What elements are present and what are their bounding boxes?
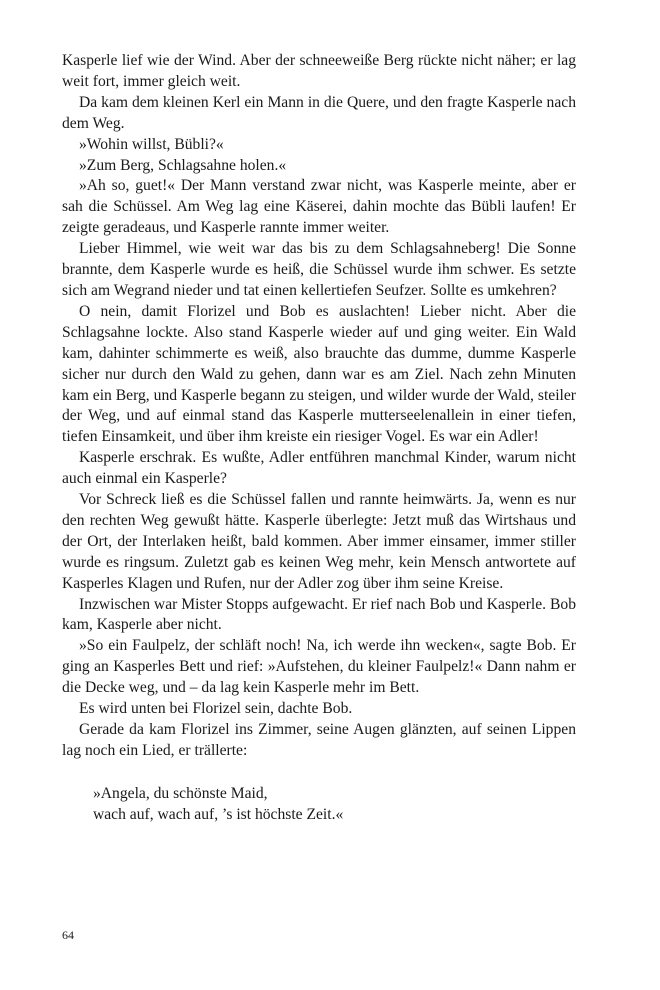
paragraph-1: Kasperle lief wie der Wind. Aber der schneeweiße Berg rückte nicht näher; er lag weit fort, immer gleich weit. [62, 52, 576, 90]
paragraph-2: Da kam dem kleinen Kerl ein Mann in die Quere, und den fragte Kasperle nach dem Weg. [62, 93, 576, 132]
page-number: 64 [62, 928, 74, 942]
poem-stanza [62, 783, 576, 825]
paragraph-13: Gerade da kam Florizel ins Zimmer, seine Augen glänzten, auf seinen Lippen lag noch ein Lied, er trällerte: [62, 721, 576, 759]
paragraph-7: O nein, damit Florizel und Bob es auslachten! Lieber nicht. Aber die Schlagsahne lockte. Also stand Kasperle wieder auf und ging weiter. Ein Wald kam, dahinter schimmerte es weiß, also brauchte das dumme, dumme Kasperle sicher nur durch den Wald zu gehen, dann war es am Ziel. Nach zehn Minuten kam ein Berg, und Kasperle begann zu steigen, und wilder wurde der Wald, steiler der Weg, und auf einmal stand das Kasperle mutterseelenallein in einer tiefen, tiefen Einsamkeit, und über ihm kreiste ein riesiger Vogel. Es war ein Adler! [62, 302, 576, 446]
poem-line-2: wach auf, wach auf, ’s ist höchste Zeit.« [93, 805, 344, 823]
paragraph-4: »Zum Berg, Schlagsahne holen.« [79, 156, 287, 174]
paragraph-9: Vor Schreck ließ es die Schüssel fallen und rannte heimwärts. Ja, wenn es nur den rechten Weg gewußt hätte. Kasperle überlegte: Jetzt muß das Wirtshaus und der Ort, der Interlaken heißt, bald kommen. Aber immer einsamer, immer stiller wurde es ringsum. Zuletzt gab es keinen Weg mehr, kein Mensch antwortete auf Kasperles Klagen und Rufen, nur der Adler zog über ihm seine Kreise. [62, 491, 576, 592]
paragraph-10: Inzwischen war Mister Stopps aufgewacht. Er rief nach Bob und Kasperle. Bob kam, Kasperle aber nicht. [62, 595, 576, 634]
poem-line-1: »Angela, du schönste Maid, [93, 784, 268, 802]
paragraph-12: Es wird unten bei Florizel sein, dachte Bob. [79, 700, 353, 718]
page-body [62, 51, 576, 825]
paragraph-6: Lieber Himmel, wie weit war das bis zu dem Schlagsahneberg! Die Sonne brannte, dem Kasperle wurde es heiß, die Schüssel wurde ihm schwer. Es setzte sich am Wegrand nieder und tat einen kellertiefen Seufzer. Sollte es umkehren? [62, 240, 576, 299]
paragraph-8: Kasperle erschrak. Es wußte, Adler entführen manchmal Kinder, warum nicht auch einmal ein Kasperle? [62, 449, 576, 488]
paragraph-5: »Ah so, guet!« Der Mann verstand zwar nicht, was Kasperle meinte, aber er sah die Schüssel. Am Weg lag eine Käserei, dahin mochte das Bübli laufen! Er zeigte geradeaus, und Kasperle rannte immer weiter. [62, 177, 576, 237]
paragraph-11: »So ein Faulpelz, der schläft noch! Na, ich werde ihn wecken«, sagte Bob. Er ging an Kasperles Bett und rief: »Aufstehen, du kleiner Faulpelz!« Dann nahm er die Decke weg, und – da lag kein Kasperle mehr im Bett. [62, 637, 576, 697]
paragraph-3: »Wohin willst, Bübli?« [79, 135, 224, 153]
